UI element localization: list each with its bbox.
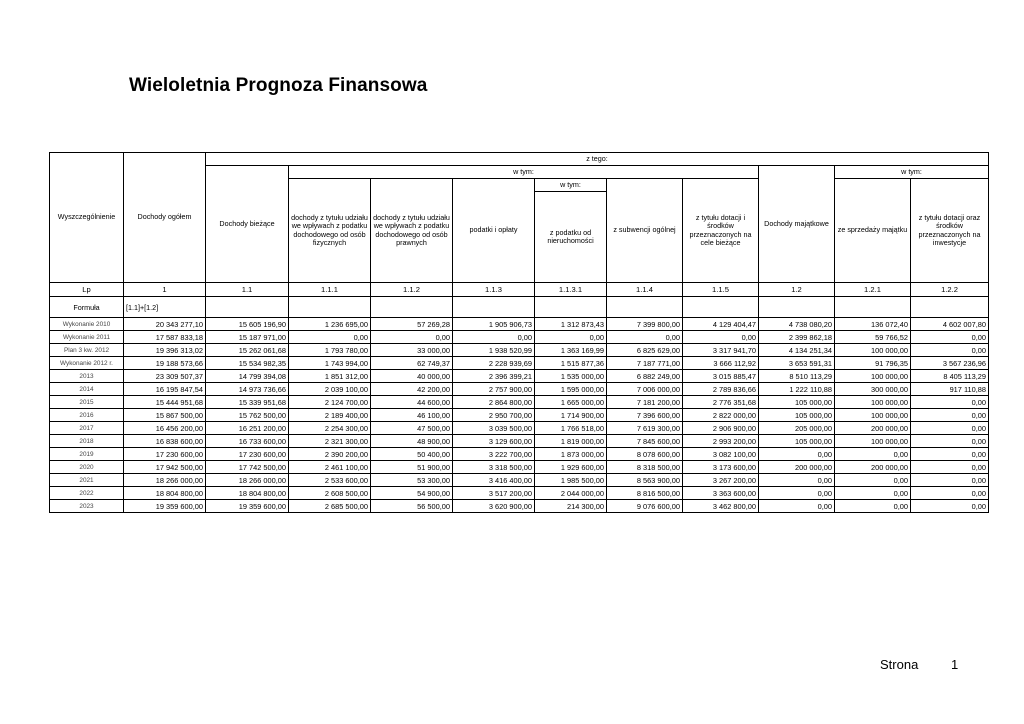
- table-cell: 40 000,00: [371, 370, 453, 383]
- table-cell: 3 416 400,00: [453, 474, 535, 487]
- table-cell: 2 822 000,00: [683, 409, 759, 422]
- table-cell: 3 363 600,00: [683, 487, 759, 500]
- table-cell: 105 000,00: [759, 396, 835, 409]
- row-label: Wykonanie 2012 r.: [50, 357, 124, 370]
- table-cell: 15 339 951,68: [206, 396, 289, 409]
- table-row: [50, 396, 989, 409]
- table-cell: 1 766 518,00: [535, 422, 607, 435]
- header-udzial-prawne: dochody z tytułu udziału we wpływach z podatku dochodowego od osób prawnych: [371, 179, 453, 283]
- table-cell: 2 789 836,66: [683, 383, 759, 396]
- table-cell: 8 510 113,29: [759, 370, 835, 383]
- table-cell: 3 517 200,00: [453, 487, 535, 500]
- table-cell: 18 266 000,00: [124, 474, 206, 487]
- table-cell: 4 602 007,80: [911, 318, 989, 331]
- table-cell: 105 000,00: [759, 435, 835, 448]
- table-cell: 2 776 351,68: [683, 396, 759, 409]
- header-udzial-fizyczne: dochody z tytułu udziału we wpływach z podatku dochodowego od osób fizycznych: [289, 179, 371, 283]
- table-cell: 8 078 600,00: [607, 448, 683, 461]
- table-cell: 1 665 000,00: [535, 396, 607, 409]
- formula-value: [1.1]+[1.2]: [124, 297, 206, 318]
- table-cell: 17 230 600,00: [124, 448, 206, 461]
- table-cell: 4 738 080,20: [759, 318, 835, 331]
- table-cell: 15 262 061,68: [206, 344, 289, 357]
- table-cell: 2 608 500,00: [289, 487, 371, 500]
- table-cell: 1 236 695,00: [289, 318, 371, 331]
- table-cell: 3 462 800,00: [683, 500, 759, 513]
- formula-cell: [683, 297, 759, 318]
- table-cell: 0,00: [911, 396, 989, 409]
- table-cell: 7 181 200,00: [607, 396, 683, 409]
- table-cell: 3 620 900,00: [453, 500, 535, 513]
- table-row: [50, 409, 989, 422]
- table-cell: 3 666 112,92: [683, 357, 759, 370]
- table-cell: 8 318 500,00: [607, 461, 683, 474]
- table-cell: 1 714 900,00: [535, 409, 607, 422]
- table-cell: 1 515 877,36: [535, 357, 607, 370]
- row-label: 2015: [50, 396, 124, 409]
- table-cell: 1 793 780,00: [289, 344, 371, 357]
- table-cell: 200 000,00: [835, 422, 911, 435]
- table-cell: 15 762 500,00: [206, 409, 289, 422]
- table-cell: 100 000,00: [835, 396, 911, 409]
- table-cell: 1 595 000,00: [535, 383, 607, 396]
- table-cell: 214 300,00: [535, 500, 607, 513]
- table-cell: 15 605 196,90: [206, 318, 289, 331]
- table-cell: 3 129 600,00: [453, 435, 535, 448]
- table-cell: 2 189 400,00: [289, 409, 371, 422]
- header-sprzedaz-majatku: ze sprzedaży majątku: [835, 179, 911, 283]
- formula-cell: [453, 297, 535, 318]
- table-cell: 14 799 394,08: [206, 370, 289, 383]
- row-label: 2014: [50, 383, 124, 396]
- lp-cell: 1.1.2: [371, 283, 453, 297]
- formula-cell: [911, 297, 989, 318]
- table-cell: 18 266 000,00: [206, 474, 289, 487]
- table-cell: 0,00: [759, 474, 835, 487]
- table-cell: 2 461 100,00: [289, 461, 371, 474]
- table-cell: 0,00: [683, 331, 759, 344]
- table-cell: 2 228 939,69: [453, 357, 535, 370]
- table-cell: 2 124 700,00: [289, 396, 371, 409]
- header-w-tym-majatkowe: w tym:: [835, 166, 989, 179]
- table-cell: 2 993 200,00: [683, 435, 759, 448]
- lp-cell: 1.2: [759, 283, 835, 297]
- lp-cell: 1.1.1: [289, 283, 371, 297]
- row-label: 2023: [50, 500, 124, 513]
- table-cell: 7 006 000,00: [607, 383, 683, 396]
- header-w-tym-biezace: w tym:: [289, 166, 759, 179]
- table-cell: 3 082 100,00: [683, 448, 759, 461]
- table-cell: 6 882 249,00: [607, 370, 683, 383]
- table-cell: 9 076 600,00: [607, 500, 683, 513]
- table-cell: 1 312 873,43: [535, 318, 607, 331]
- table-cell: 0,00: [607, 331, 683, 344]
- table-cell: 0,00: [453, 331, 535, 344]
- table-cell: 14 973 736,66: [206, 383, 289, 396]
- table-cell: 2 533 600,00: [289, 474, 371, 487]
- table-cell: 2 044 000,00: [535, 487, 607, 500]
- table-cell: 16 733 600,00: [206, 435, 289, 448]
- table-cell: 1 905 906,73: [453, 318, 535, 331]
- header-subwencja: z subwencji ogólnej: [607, 179, 683, 283]
- table-cell: 1 222 110,88: [759, 383, 835, 396]
- table-cell: 1 929 600,00: [535, 461, 607, 474]
- table-cell: 0,00: [911, 409, 989, 422]
- table-cell: 2 254 300,00: [289, 422, 371, 435]
- row-label: 2013: [50, 370, 124, 383]
- table-row: [50, 448, 989, 461]
- table-cell: 300 000,00: [835, 383, 911, 396]
- table-cell: 105 000,00: [759, 409, 835, 422]
- table-cell: 1 743 994,00: [289, 357, 371, 370]
- table-cell: 50 400,00: [371, 448, 453, 461]
- table-cell: 136 072,40: [835, 318, 911, 331]
- table-cell: 1 363 169,99: [535, 344, 607, 357]
- table-cell: 17 742 500,00: [206, 461, 289, 474]
- table-cell: 2 906 900,00: [683, 422, 759, 435]
- table-row: [50, 435, 989, 448]
- row-label: 2018: [50, 435, 124, 448]
- forecast-table: [49, 152, 989, 513]
- table-cell: 7 399 800,00: [607, 318, 683, 331]
- table-cell: 44 600,00: [371, 396, 453, 409]
- table-cell: 3 222 700,00: [453, 448, 535, 461]
- row-label: Plan 3 kw. 2012: [50, 344, 124, 357]
- formula-cell: [835, 297, 911, 318]
- table-cell: 2 321 300,00: [289, 435, 371, 448]
- table-cell: 1 985 500,00: [535, 474, 607, 487]
- formula-cell: [759, 297, 835, 318]
- table-row: [50, 331, 989, 344]
- table-cell: 0,00: [911, 422, 989, 435]
- table-cell: 200 000,00: [759, 461, 835, 474]
- table-cell: 0,00: [759, 500, 835, 513]
- table-cell: 1 851 312,00: [289, 370, 371, 383]
- table-cell: 100 000,00: [835, 435, 911, 448]
- table-cell: 16 838 600,00: [124, 435, 206, 448]
- table-cell: 3 317 941,70: [683, 344, 759, 357]
- table-cell: 0,00: [535, 331, 607, 344]
- table-cell: 17 587 833,18: [124, 331, 206, 344]
- table-cell: 46 100,00: [371, 409, 453, 422]
- table-row: [50, 318, 989, 331]
- table-cell: 18 804 800,00: [206, 487, 289, 500]
- table-cell: 100 000,00: [835, 409, 911, 422]
- header-dochody-majatkowe: Dochody majątkowe: [759, 166, 835, 283]
- table-cell: 4 129 404,47: [683, 318, 759, 331]
- table-cell: 48 900,00: [371, 435, 453, 448]
- table-cell: 8 816 500,00: [607, 487, 683, 500]
- table-cell: 59 766,52: [835, 331, 911, 344]
- table-cell: 0,00: [911, 344, 989, 357]
- table-cell: 0,00: [911, 331, 989, 344]
- formula-cell: [371, 297, 453, 318]
- table-cell: 0,00: [911, 487, 989, 500]
- table-cell: 7 845 600,00: [607, 435, 683, 448]
- table-cell: 15 534 982,35: [206, 357, 289, 370]
- table-cell: 15 867 500,00: [124, 409, 206, 422]
- table-cell: 0,00: [911, 448, 989, 461]
- table-cell: 1 535 000,00: [535, 370, 607, 383]
- table-cell: 19 359 600,00: [206, 500, 289, 513]
- header-dotacje-inwestycje: z tytułu dotacji oraz środków przeznaczonych na inwestycje: [911, 179, 989, 283]
- table-cell: 15 187 971,00: [206, 331, 289, 344]
- table-row: [50, 500, 989, 513]
- table-cell: 19 396 313,02: [124, 344, 206, 357]
- table-cell: 1 873 000,00: [535, 448, 607, 461]
- formula-cell: [607, 297, 683, 318]
- table-cell: 16 195 847,54: [124, 383, 206, 396]
- table-cell: 3 039 500,00: [453, 422, 535, 435]
- table-cell: 3 567 236,96: [911, 357, 989, 370]
- table-cell: 0,00: [759, 487, 835, 500]
- table-cell: 2 685 500,00: [289, 500, 371, 513]
- lp-cell: 1: [124, 283, 206, 297]
- document-title: Wieloletnia Prognoza Finansowa: [129, 75, 428, 96]
- table-cell: 200 000,00: [835, 461, 911, 474]
- row-label: 2017: [50, 422, 124, 435]
- table-cell: 0,00: [835, 500, 911, 513]
- table-cell: 0,00: [759, 448, 835, 461]
- table-cell: 917 110,88: [911, 383, 989, 396]
- header-w-tym-podatki: w tym:: [535, 179, 607, 192]
- table-cell: 0,00: [835, 448, 911, 461]
- table-cell: 2 399 862,18: [759, 331, 835, 344]
- table-cell: 3 015 885,47: [683, 370, 759, 383]
- table-cell: 15 444 951,68: [124, 396, 206, 409]
- table-cell: 0,00: [911, 435, 989, 448]
- row-label: 2021: [50, 474, 124, 487]
- table-cell: 16 456 200,00: [124, 422, 206, 435]
- table-cell: 19 188 573,66: [124, 357, 206, 370]
- row-label: Wykonanie 2011: [50, 331, 124, 344]
- row-label: 2019: [50, 448, 124, 461]
- formula-cell: [535, 297, 607, 318]
- table-cell: 6 825 629,00: [607, 344, 683, 357]
- header-podatek-nieruchomosci: z podatku od nieruchomości: [535, 192, 607, 283]
- table-cell: 91 796,35: [835, 357, 911, 370]
- header-dotacje-biezace: z tytułu dotacji i środków przeznaczonych na cele bieżące: [683, 179, 759, 283]
- table-cell: 51 900,00: [371, 461, 453, 474]
- table-cell: 8 563 900,00: [607, 474, 683, 487]
- row-label: 2022: [50, 487, 124, 500]
- header-dochody-ogolem: Dochody ogółem: [124, 153, 206, 283]
- table-row: [50, 344, 989, 357]
- table-cell: 17 230 600,00: [206, 448, 289, 461]
- table-cell: 3 267 200,00: [683, 474, 759, 487]
- table-cell: 62 749,37: [371, 357, 453, 370]
- header-podatki-oplaty: podatki i opłaty: [453, 179, 535, 283]
- table-cell: 0,00: [835, 474, 911, 487]
- table-cell: 4 134 251,34: [759, 344, 835, 357]
- table-cell: 33 000,00: [371, 344, 453, 357]
- table-row: [50, 357, 989, 370]
- table-cell: 54 900,00: [371, 487, 453, 500]
- header-z-tego: z tego:: [206, 153, 989, 166]
- header-wyszczegolnienie: Wyszczególnienie: [50, 153, 124, 283]
- table-cell: 0,00: [911, 500, 989, 513]
- table-cell: 19 359 600,00: [124, 500, 206, 513]
- table-cell: 0,00: [911, 461, 989, 474]
- table-cell: 57 269,28: [371, 318, 453, 331]
- table-cell: 100 000,00: [835, 370, 911, 383]
- lp-cell: 1.1.4: [607, 283, 683, 297]
- table-cell: 17 942 500,00: [124, 461, 206, 474]
- forecast-table-container: [49, 152, 989, 513]
- table-cell: 2 396 399,21: [453, 370, 535, 383]
- row-label: 2016: [50, 409, 124, 422]
- lp-cell: 1.1.3.1: [535, 283, 607, 297]
- data-rows: [50, 318, 989, 513]
- page-label: Strona: [880, 657, 919, 672]
- table-cell: 2 950 700,00: [453, 409, 535, 422]
- table-cell: 3 653 591,31: [759, 357, 835, 370]
- table-row: [50, 370, 989, 383]
- page-number: 1: [951, 657, 959, 672]
- lp-cell: Lp: [50, 283, 124, 297]
- table-row: [50, 383, 989, 396]
- table-cell: 0,00: [289, 331, 371, 344]
- table-cell: 1 938 520,99: [453, 344, 535, 357]
- table-cell: 7 396 600,00: [607, 409, 683, 422]
- table-cell: 205 000,00: [759, 422, 835, 435]
- table-cell: 42 200,00: [371, 383, 453, 396]
- table-row: [50, 422, 989, 435]
- formula-cell: [289, 297, 371, 318]
- table-cell: 2 039 100,00: [289, 383, 371, 396]
- table-cell: 18 804 800,00: [124, 487, 206, 500]
- row-label: Wykonanie 2010: [50, 318, 124, 331]
- formula-label: Formuła: [50, 297, 124, 318]
- table-cell: 3 173 600,00: [683, 461, 759, 474]
- table-cell: 56 500,00: [371, 500, 453, 513]
- table-cell: 16 251 200,00: [206, 422, 289, 435]
- table-cell: 47 500,00: [371, 422, 453, 435]
- row-label: 2020: [50, 461, 124, 474]
- header-dochody-biezace: Dochody bieżące: [206, 166, 289, 283]
- table-cell: 7 187 771,00: [607, 357, 683, 370]
- table-cell: 100 000,00: [835, 344, 911, 357]
- table-row: [50, 487, 989, 500]
- table-cell: 0,00: [371, 331, 453, 344]
- table-row: [50, 461, 989, 474]
- lp-cell: 1.2.2: [911, 283, 989, 297]
- table-cell: 2 864 800,00: [453, 396, 535, 409]
- table-row: [50, 474, 989, 487]
- table-cell: 7 619 300,00: [607, 422, 683, 435]
- table-cell: 20 343 277,10: [124, 318, 206, 331]
- table-cell: 2 757 900,00: [453, 383, 535, 396]
- table-cell: 23 309 507,37: [124, 370, 206, 383]
- lp-row: [50, 283, 989, 297]
- table-cell: 0,00: [835, 487, 911, 500]
- table-cell: 3 318 500,00: [453, 461, 535, 474]
- formula-cell: [206, 297, 289, 318]
- table-cell: 1 819 000,00: [535, 435, 607, 448]
- lp-cell: 1.2.1: [835, 283, 911, 297]
- table-cell: 8 405 113,29: [911, 370, 989, 383]
- lp-cell: 1.1: [206, 283, 289, 297]
- table-cell: 53 300,00: [371, 474, 453, 487]
- lp-cell: 1.1.5: [683, 283, 759, 297]
- table-cell: 2 390 200,00: [289, 448, 371, 461]
- table-cell: 0,00: [911, 474, 989, 487]
- lp-cell: 1.1.3: [453, 283, 535, 297]
- formula-row: [50, 297, 989, 318]
